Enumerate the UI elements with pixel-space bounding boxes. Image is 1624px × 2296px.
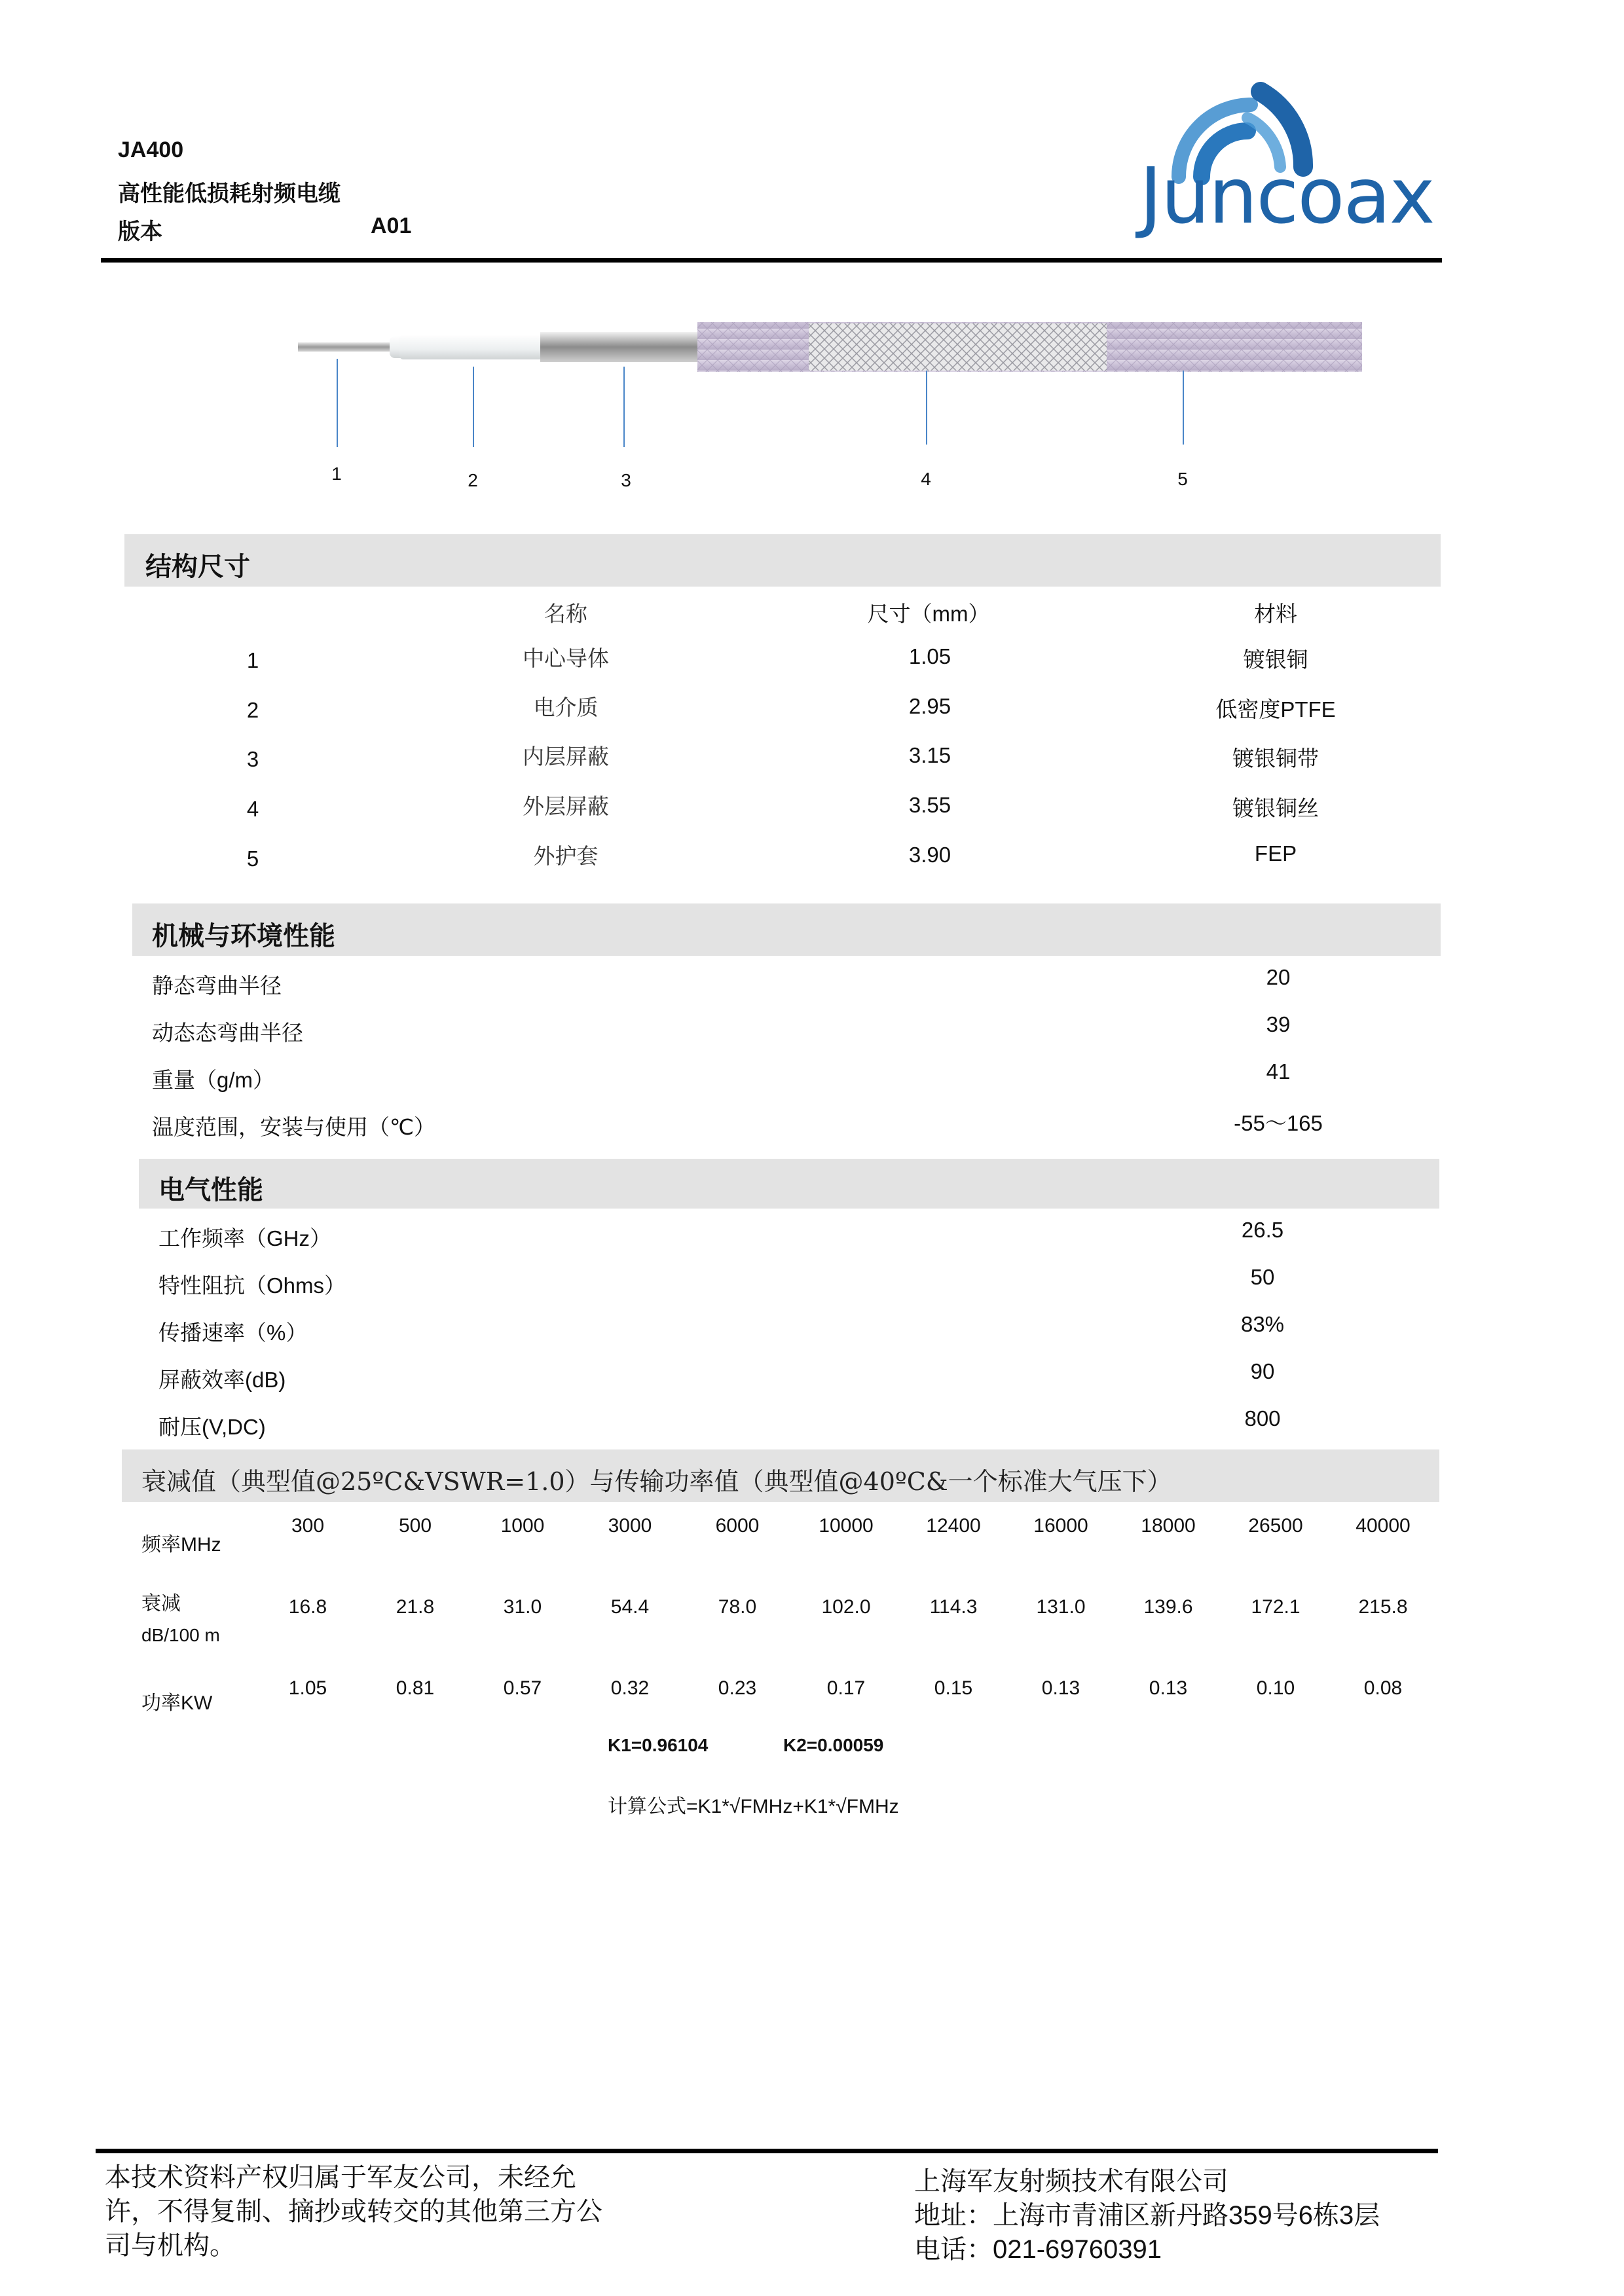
structure-index: 2 bbox=[246, 698, 259, 722]
copyright-notice bbox=[105, 2160, 602, 2263]
logo-text: Juncoax bbox=[1139, 151, 1434, 241]
company-phone: 电话：021-69760391 bbox=[914, 2235, 1162, 2264]
cable-diagram bbox=[288, 308, 1362, 380]
spec-label: 静态弯曲半径 bbox=[152, 974, 282, 998]
attenuation-cell: 78.0 bbox=[718, 1596, 757, 1618]
structure-header-size: 尺寸（mm） bbox=[867, 602, 990, 626]
spec-value: -55～165 bbox=[1234, 1111, 1323, 1135]
frequency-cell: 1000 bbox=[500, 1515, 545, 1537]
copyright-line: 本技术资料产权归属于军友公司，未经允 bbox=[105, 2163, 576, 2192]
atten-row-label: 衰减 bbox=[141, 1593, 181, 1614]
frequency-cell: 18000 bbox=[1141, 1515, 1196, 1537]
spec-label: 特性阻抗（Ohms） bbox=[158, 1273, 346, 1298]
structure-part-size: 2.95 bbox=[908, 694, 951, 718]
power-row-label: 功率KW bbox=[141, 1692, 213, 1714]
structure-part-material: 镀银铜带 bbox=[1232, 746, 1319, 771]
structure-part-name: 外护套 bbox=[533, 843, 599, 869]
structure-part-material: 低密度PTFE bbox=[1215, 697, 1336, 721]
structure-index: 4 bbox=[246, 797, 259, 821]
frequency-cell: 40000 bbox=[1356, 1515, 1411, 1537]
structure-part-material: 镀银铜丝 bbox=[1232, 796, 1319, 820]
structure-part-size: 3.55 bbox=[908, 793, 951, 817]
power-cell: 1.05 bbox=[288, 1677, 327, 1699]
structure-part-name: 中心导体 bbox=[523, 646, 609, 671]
company-name: 上海军友射频技术有限公司 bbox=[914, 2167, 1228, 2196]
spec-label: 重量（g/m） bbox=[152, 1068, 275, 1092]
spec-value: 39 bbox=[1266, 1012, 1291, 1036]
structure-part-name: 内层屏蔽 bbox=[523, 744, 609, 769]
spec-label: 传播速率（%） bbox=[158, 1321, 308, 1345]
power-cell: 0.81 bbox=[396, 1677, 435, 1699]
spec-value: 90 bbox=[1250, 1359, 1275, 1383]
structure-section-band bbox=[124, 534, 1441, 587]
frequency-cell: 500 bbox=[398, 1515, 432, 1537]
electrical-section-band bbox=[139, 1159, 1439, 1209]
spec-value: 20 bbox=[1266, 965, 1291, 989]
power-cell: 0.57 bbox=[503, 1677, 542, 1699]
power-cell: 0.08 bbox=[1363, 1677, 1403, 1699]
spec-label: 屏蔽效率(dB) bbox=[158, 1368, 286, 1392]
callout-line-3 bbox=[623, 367, 625, 447]
attenuation-cell: 54.4 bbox=[610, 1596, 650, 1618]
attenuation-cell: 31.0 bbox=[503, 1596, 542, 1618]
callout-label-3: 3 bbox=[621, 470, 631, 490]
spec-value: 41 bbox=[1266, 1059, 1291, 1084]
version-value: A01 bbox=[371, 213, 412, 238]
freq-row-label: 频率MHz bbox=[141, 1534, 221, 1556]
callout-label-5: 5 bbox=[1177, 469, 1188, 489]
spec-label: 温度范围，安装与使用（℃） bbox=[152, 1115, 436, 1139]
power-cell: 0.15 bbox=[934, 1677, 973, 1699]
frequency-cell: 12400 bbox=[926, 1515, 981, 1537]
atten-row-unit: dB/100 m bbox=[141, 1625, 220, 1645]
structure-part-material: FEP bbox=[1254, 841, 1297, 866]
power-cell: 0.23 bbox=[718, 1677, 757, 1699]
frequency-cell: 300 bbox=[291, 1515, 325, 1537]
spec-value: 83% bbox=[1240, 1312, 1285, 1336]
callout-label-1: 1 bbox=[331, 464, 342, 484]
structure-section-title: 结构尺寸 bbox=[145, 553, 250, 581]
structure-index: 3 bbox=[246, 747, 259, 771]
structure-part-material: 镀银铜 bbox=[1243, 647, 1308, 672]
electrical-section-title: 电气性能 bbox=[158, 1176, 263, 1205]
power-cell: 0.32 bbox=[610, 1677, 650, 1699]
callout-line-4 bbox=[926, 371, 927, 445]
attenuation-section-title: 衰减值（典型值@25ºC&VSWR=1.0）与传输功率值（典型值@40ºC&一个标准大气压下） bbox=[141, 1467, 1172, 1496]
structure-part-size: 3.15 bbox=[908, 743, 951, 767]
frequency-cell: 10000 bbox=[819, 1515, 874, 1537]
callout-line-5 bbox=[1183, 371, 1184, 445]
mechanical-section-band bbox=[132, 903, 1441, 956]
header-divider bbox=[101, 258, 1442, 263]
callout-label-4: 4 bbox=[921, 469, 931, 489]
product-name: 高性能低损耗射频电缆 bbox=[118, 181, 341, 206]
company-address: 地址：上海市青浦区新丹路359号6栋3层 bbox=[914, 2201, 1380, 2230]
frequency-cell: 26500 bbox=[1248, 1515, 1303, 1537]
callout-line-2 bbox=[473, 367, 474, 447]
spec-label: 工作频率（GHz） bbox=[158, 1226, 331, 1250]
company-info bbox=[914, 2164, 1380, 2267]
structure-part-size: 3.90 bbox=[908, 843, 951, 867]
structure-index: 1 bbox=[246, 648, 259, 672]
structure-header-name: 名称 bbox=[544, 601, 587, 627]
spec-value: 26.5 bbox=[1241, 1218, 1284, 1242]
model-number: JA400 bbox=[118, 137, 184, 162]
footer-divider bbox=[96, 2149, 1438, 2153]
power-cell: 0.13 bbox=[1041, 1677, 1080, 1699]
structure-index: 5 bbox=[246, 847, 259, 871]
juncoax-logo bbox=[1139, 79, 1441, 249]
spec-label: 动态态弯曲半径 bbox=[152, 1021, 303, 1045]
power-cell: 0.17 bbox=[826, 1677, 866, 1699]
attenuation-cell: 215.8 bbox=[1358, 1596, 1408, 1618]
attenuation-cell: 114.3 bbox=[929, 1596, 978, 1618]
spec-label: 耐压(V,DC) bbox=[158, 1415, 266, 1439]
attenuation-cell: 139.6 bbox=[1143, 1596, 1193, 1618]
attenuation-cell: 21.8 bbox=[396, 1596, 435, 1618]
version-label: 版本 bbox=[118, 219, 162, 244]
structure-part-name: 电介质 bbox=[533, 695, 599, 720]
attenuation-cell: 172.1 bbox=[1251, 1596, 1301, 1618]
cable-illustration bbox=[288, 308, 1362, 380]
callout-line-1 bbox=[337, 359, 338, 447]
structure-part-size: 1.05 bbox=[908, 644, 951, 668]
frequency-cell: 16000 bbox=[1033, 1515, 1088, 1537]
copyright-line: 许，不得复制、摘抄或转交的其他第三方公 bbox=[105, 2197, 602, 2226]
spec-value: 50 bbox=[1250, 1265, 1275, 1289]
attenuation-cell: 131.0 bbox=[1036, 1596, 1086, 1618]
power-cell: 0.10 bbox=[1256, 1677, 1295, 1699]
attenuation-cell: 102.0 bbox=[821, 1596, 871, 1618]
spec-value: 800 bbox=[1244, 1406, 1281, 1430]
power-cell: 0.13 bbox=[1149, 1677, 1188, 1699]
frequency-cell: 6000 bbox=[715, 1515, 760, 1537]
structure-part-name: 外层屏蔽 bbox=[523, 793, 609, 819]
attenuation-cell: 16.8 bbox=[288, 1596, 327, 1618]
callout-label-2: 2 bbox=[468, 470, 478, 490]
attenuation-section-band bbox=[122, 1449, 1439, 1502]
mechanical-section-title: 机械与环境性能 bbox=[152, 922, 335, 951]
copyright-line: 司与机构。 bbox=[105, 2231, 236, 2260]
k1-constant: K1=0.96104 bbox=[608, 1735, 709, 1755]
attenuation-formula: 计算公式=K1*√FMHz+K1*√FMHz bbox=[608, 1796, 899, 1817]
structure-header-material: 材料 bbox=[1254, 602, 1297, 626]
k2-constant: K2=0.00059 bbox=[783, 1735, 884, 1755]
frequency-cell: 3000 bbox=[608, 1515, 652, 1537]
